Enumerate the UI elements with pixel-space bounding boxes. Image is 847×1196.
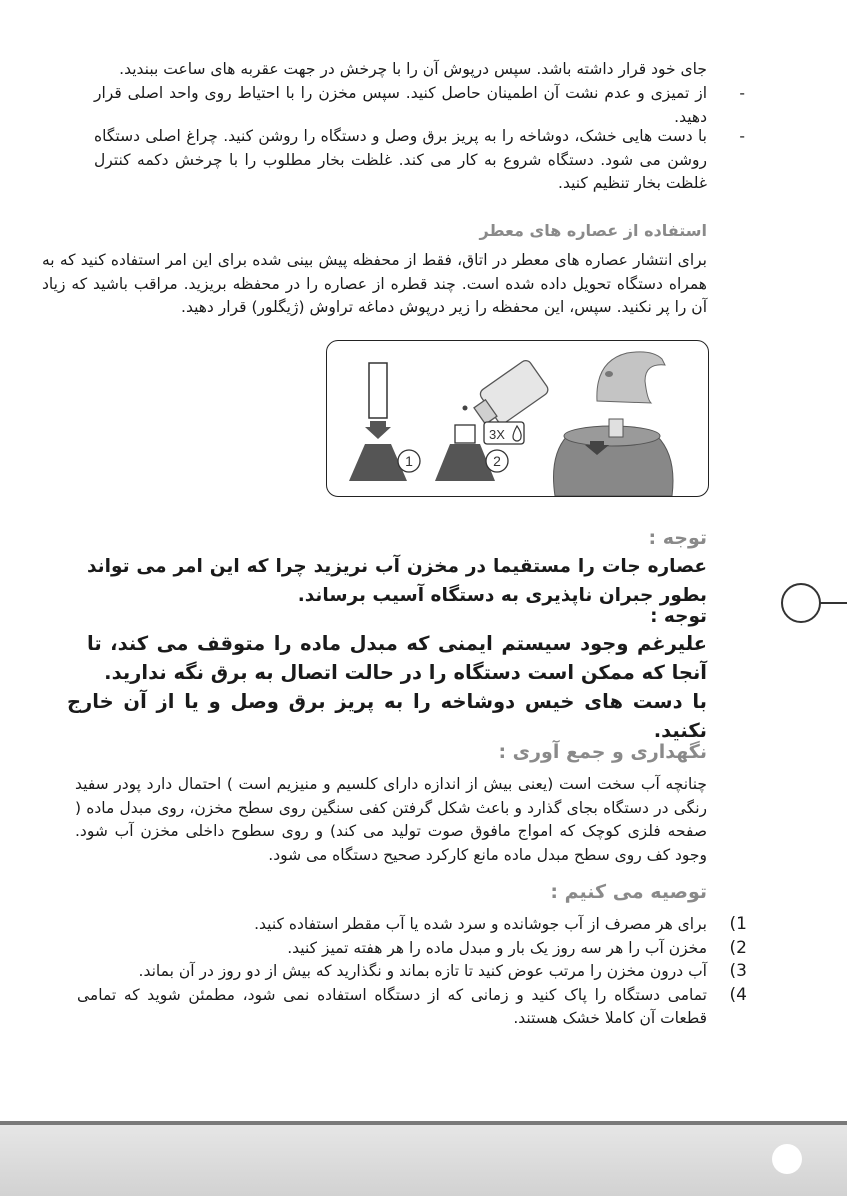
essence-bottle-icon — [468, 358, 550, 432]
bullet-check-leak: - از تمیزی و عدم نشت آن اطمینان حاصل کنید. سپس مخزن را با احتیاط روی واحد اصلی قرار دهید. — [94, 84, 745, 126]
footer-divider — [0, 1121, 847, 1125]
note-warning-essence: عصاره جات را مستقیما در مخزن آب نریزید چرا که این امر می تواند بطور جبران ناپذیری به دستگاه آسیب برساند. — [87, 556, 707, 606]
recommend-heading: توصیه می کنیم : — [550, 881, 707, 903]
step-number-2: 2 — [493, 453, 501, 469]
bullet-dash: - — [739, 84, 745, 102]
note-warning-safety: علیرغم وجود سیستم ایمنی که مبدل ماده را متوقف می کند، تا آنجا که ممکن است دستگاه را در حالت اتصال به برق نگه ندارید. — [87, 632, 707, 684]
bullet-continuation: جای خود قرار داشته باشد. سپس درپوش آن را با چرخش در جهت عقربه های ساعت ببندید. — [119, 60, 707, 78]
aroma-paragraph: برای انتشار عصاره های معطر در اتاق، فقط از محفظه پیش بینی شده برای این امر استفاده کنید که به همراه دستگاه تحویل داده شده است. چند قطره از عصاره را در محفظه بریزید. مراقب باشید که زیاد آن را پر نکنید. سپس، این محفظه را زیر درپوش دماغه تراوش (ژیگلور) قرار دهید. — [42, 251, 707, 316]
aroma-steps-drawing — [327, 341, 708, 496]
section-marker-line — [819, 602, 847, 604]
note-warning-wet-hands: با دست های خیس دوشاخه را به پریز برق وصل و یا از آن خارج نکنید. — [67, 690, 707, 742]
aroma-illustration — [326, 340, 709, 497]
list-number: (4 — [729, 984, 747, 1005]
page-footer — [0, 1121, 847, 1196]
list-number: (2 — [729, 937, 747, 958]
list-item: (1 برای هر مصرف از آب جوشانده و سرد شده یا آب مقطر استفاده کنید. — [77, 913, 707, 937]
list-item: (2 مخزن آب را هر سه روز یک بار و مبدل ماده را هر هفته تمیز کنید. — [77, 937, 707, 961]
step-number-1: 1 — [405, 453, 413, 469]
bullet-dash: - — [739, 127, 745, 145]
list-item: (4 تمامی دستگاه را پاک کنید و زمانی که از دستگاه استفاده نمی شود، مطمئن شوید که تمامی قطعات آن کاملا خشک هستند. — [77, 984, 747, 1027]
aroma-heading: استفاده از عصاره های معطر — [479, 221, 707, 240]
bullet-plug-in: - با دست هایی خشک، دوشاخه را به پریز برق وصل و دستگاه را روشن کنید. چراغ اصلی دستگاه روشن می شود. دستگاه شروع به کار می کند. غلظت بخار مطلوب را با چرخش دکمه کنترل غلظت بخار تنظیم کنید. — [94, 127, 745, 192]
drops-label: 3X — [489, 427, 505, 442]
recommend-list — [77, 913, 747, 1031]
cup-icon — [455, 425, 475, 443]
maintenance-heading: نگهداری و جمع آوری : — [498, 741, 707, 763]
page-number-circle — [772, 1144, 802, 1174]
maintenance-paragraph: چنانچه آب سخت است (یعنی بیش از اندازه دارای کلسیم و منیزیم است ) احتمال دارد پودر سفید رنگی در دستگاه بجای گذارد و باعث شکل گرفتن کفی سنگین روی سطح مخزن، روی مبدل ماده ( صفحه فلزی کوچک که امواج مافوق صوت تولید می کند) و روی سطوح داخلی مخزن آب شود. وجود کف روی سطح مبدل ماده مانع کارکرد صحیح دستگاه می شود. — [75, 775, 707, 864]
list-item: (3 آب درون مخزن را مرتب عوض کنید تا تازه بماند و نگذارید که بیش از دو روز در آن بماند. — [77, 960, 707, 984]
humidifier-lid-icon — [597, 352, 665, 403]
arrow-down-icon — [365, 421, 391, 439]
list-number: (3 — [729, 961, 747, 981]
note-heading-2: توجه : — [650, 606, 707, 627]
drop-icon — [463, 406, 468, 411]
pipette-icon — [369, 363, 387, 418]
list-number: (1 — [729, 914, 747, 934]
section-marker-circle — [781, 583, 821, 623]
note-heading: توجه : — [648, 527, 707, 549]
